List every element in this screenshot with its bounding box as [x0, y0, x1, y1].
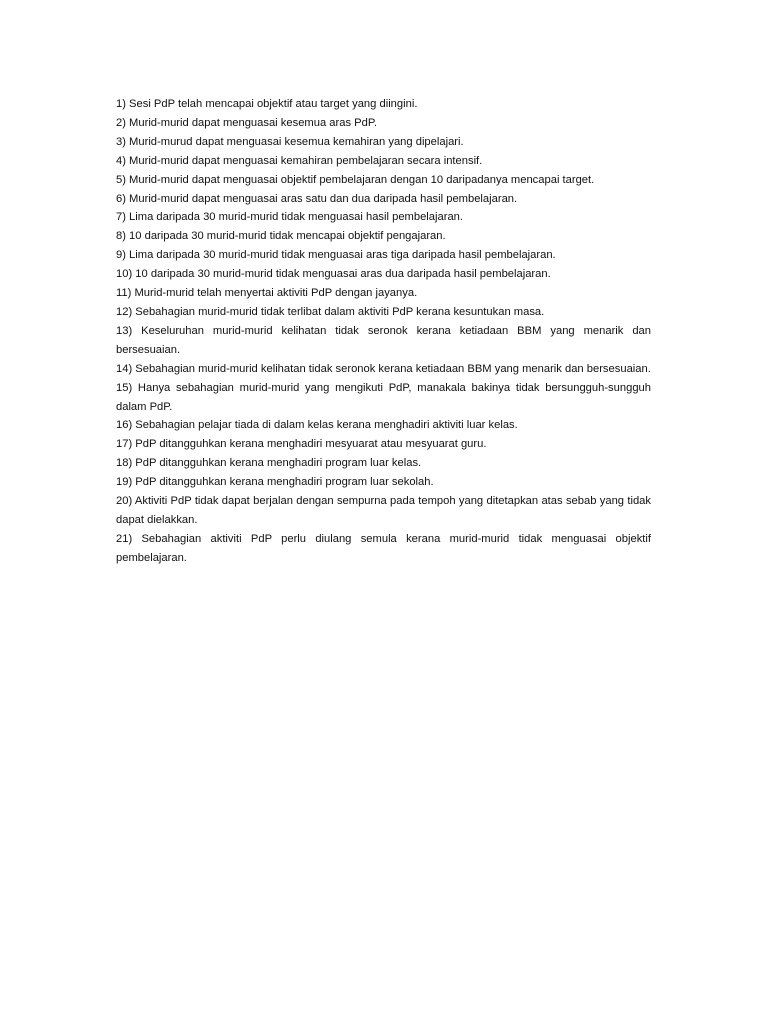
- list-item: 10) 10 daripada 30 murid-murid tidak menguasai aras dua daripada hasil pembelajaran.: [116, 268, 551, 281]
- list-item: 12) Sebahagian murid-murid tidak terlibat dalam aktiviti PdP kerana kesuntukan masa.: [116, 305, 545, 318]
- list-item: 13) Keseluruhan murid-murid kelihatan tidak seronok kerana ketiadaan BBM yang menarik dan bersesuaian.: [116, 324, 651, 356]
- list-item: 4) Murid-murid dapat menguasai kemahiran pembelajaran secara intensif.: [116, 154, 483, 167]
- list-item: 17) PdP ditangguhkan kerana menghadiri mesyuarat atau mesyuarat guru.: [116, 438, 487, 451]
- list-item: 5) Murid-murid dapat menguasai objektif pembelajaran dengan 10 daripadanya mencapai target.: [116, 173, 595, 186]
- list-item: 3) Murid-murud dapat menguasai kesemua kemahiran yang dipelajari.: [116, 135, 464, 148]
- list-item: 21) Sebahagian aktiviti PdP perlu diulang semula kerana murid-murid tidak menguasai objektif pembelajaran.: [116, 532, 651, 564]
- list-item: 2) Murid-murid dapat menguasai kesemua aras PdP.: [116, 116, 377, 129]
- list-item: 11) Murid-murid telah menyertai aktiviti PdP dengan jayanya.: [116, 287, 418, 300]
- reflection-list: [116, 95, 651, 568]
- list-item: 20) Aktiviti PdP tidak dapat berjalan dengan sempurna pada tempoh yang ditetapkan atas sebab yang tidak dapat dielakkan.: [116, 495, 651, 526]
- list-item: 9) Lima daripada 30 murid-murid tidak menguasai aras tiga daripada hasil pembelajaran.: [116, 249, 556, 262]
- list-item: 16) Sebahagian pelajar tiada di dalam kelas kerana menghadiri aktiviti luar kelas.: [116, 419, 518, 432]
- list-item: 19) PdP ditangguhkan kerana menghadiri program luar sekolah.: [116, 476, 434, 489]
- list-item: 1) Sesi PdP telah mencapai objektif atau target yang diingini.: [116, 98, 418, 110]
- list-item: 6) Murid-murid dapat menguasai aras satu dan dua daripada hasil pembelajaran.: [116, 192, 518, 205]
- list-item: 7) Lima daripada 30 murid-murid tidak menguasai hasil pembelajaran.: [116, 211, 463, 224]
- list-item: 8) 10 daripada 30 murid-murid tidak mencapai objektif pengajaran.: [116, 230, 446, 243]
- list-item: 18) PdP ditangguhkan kerana menghadiri program luar kelas.: [116, 457, 422, 470]
- list-item: 14) Sebahagian murid-murid kelihatan tidak seronok kerana ketiadaan BBM yang menarik dan bersesuaian.: [116, 362, 651, 375]
- list-item: 15) Hanya sebahagian murid-murid yang mengikuti PdP, manakala bakinya tidak bersungguh-sungguh dalam PdP.: [116, 381, 651, 413]
